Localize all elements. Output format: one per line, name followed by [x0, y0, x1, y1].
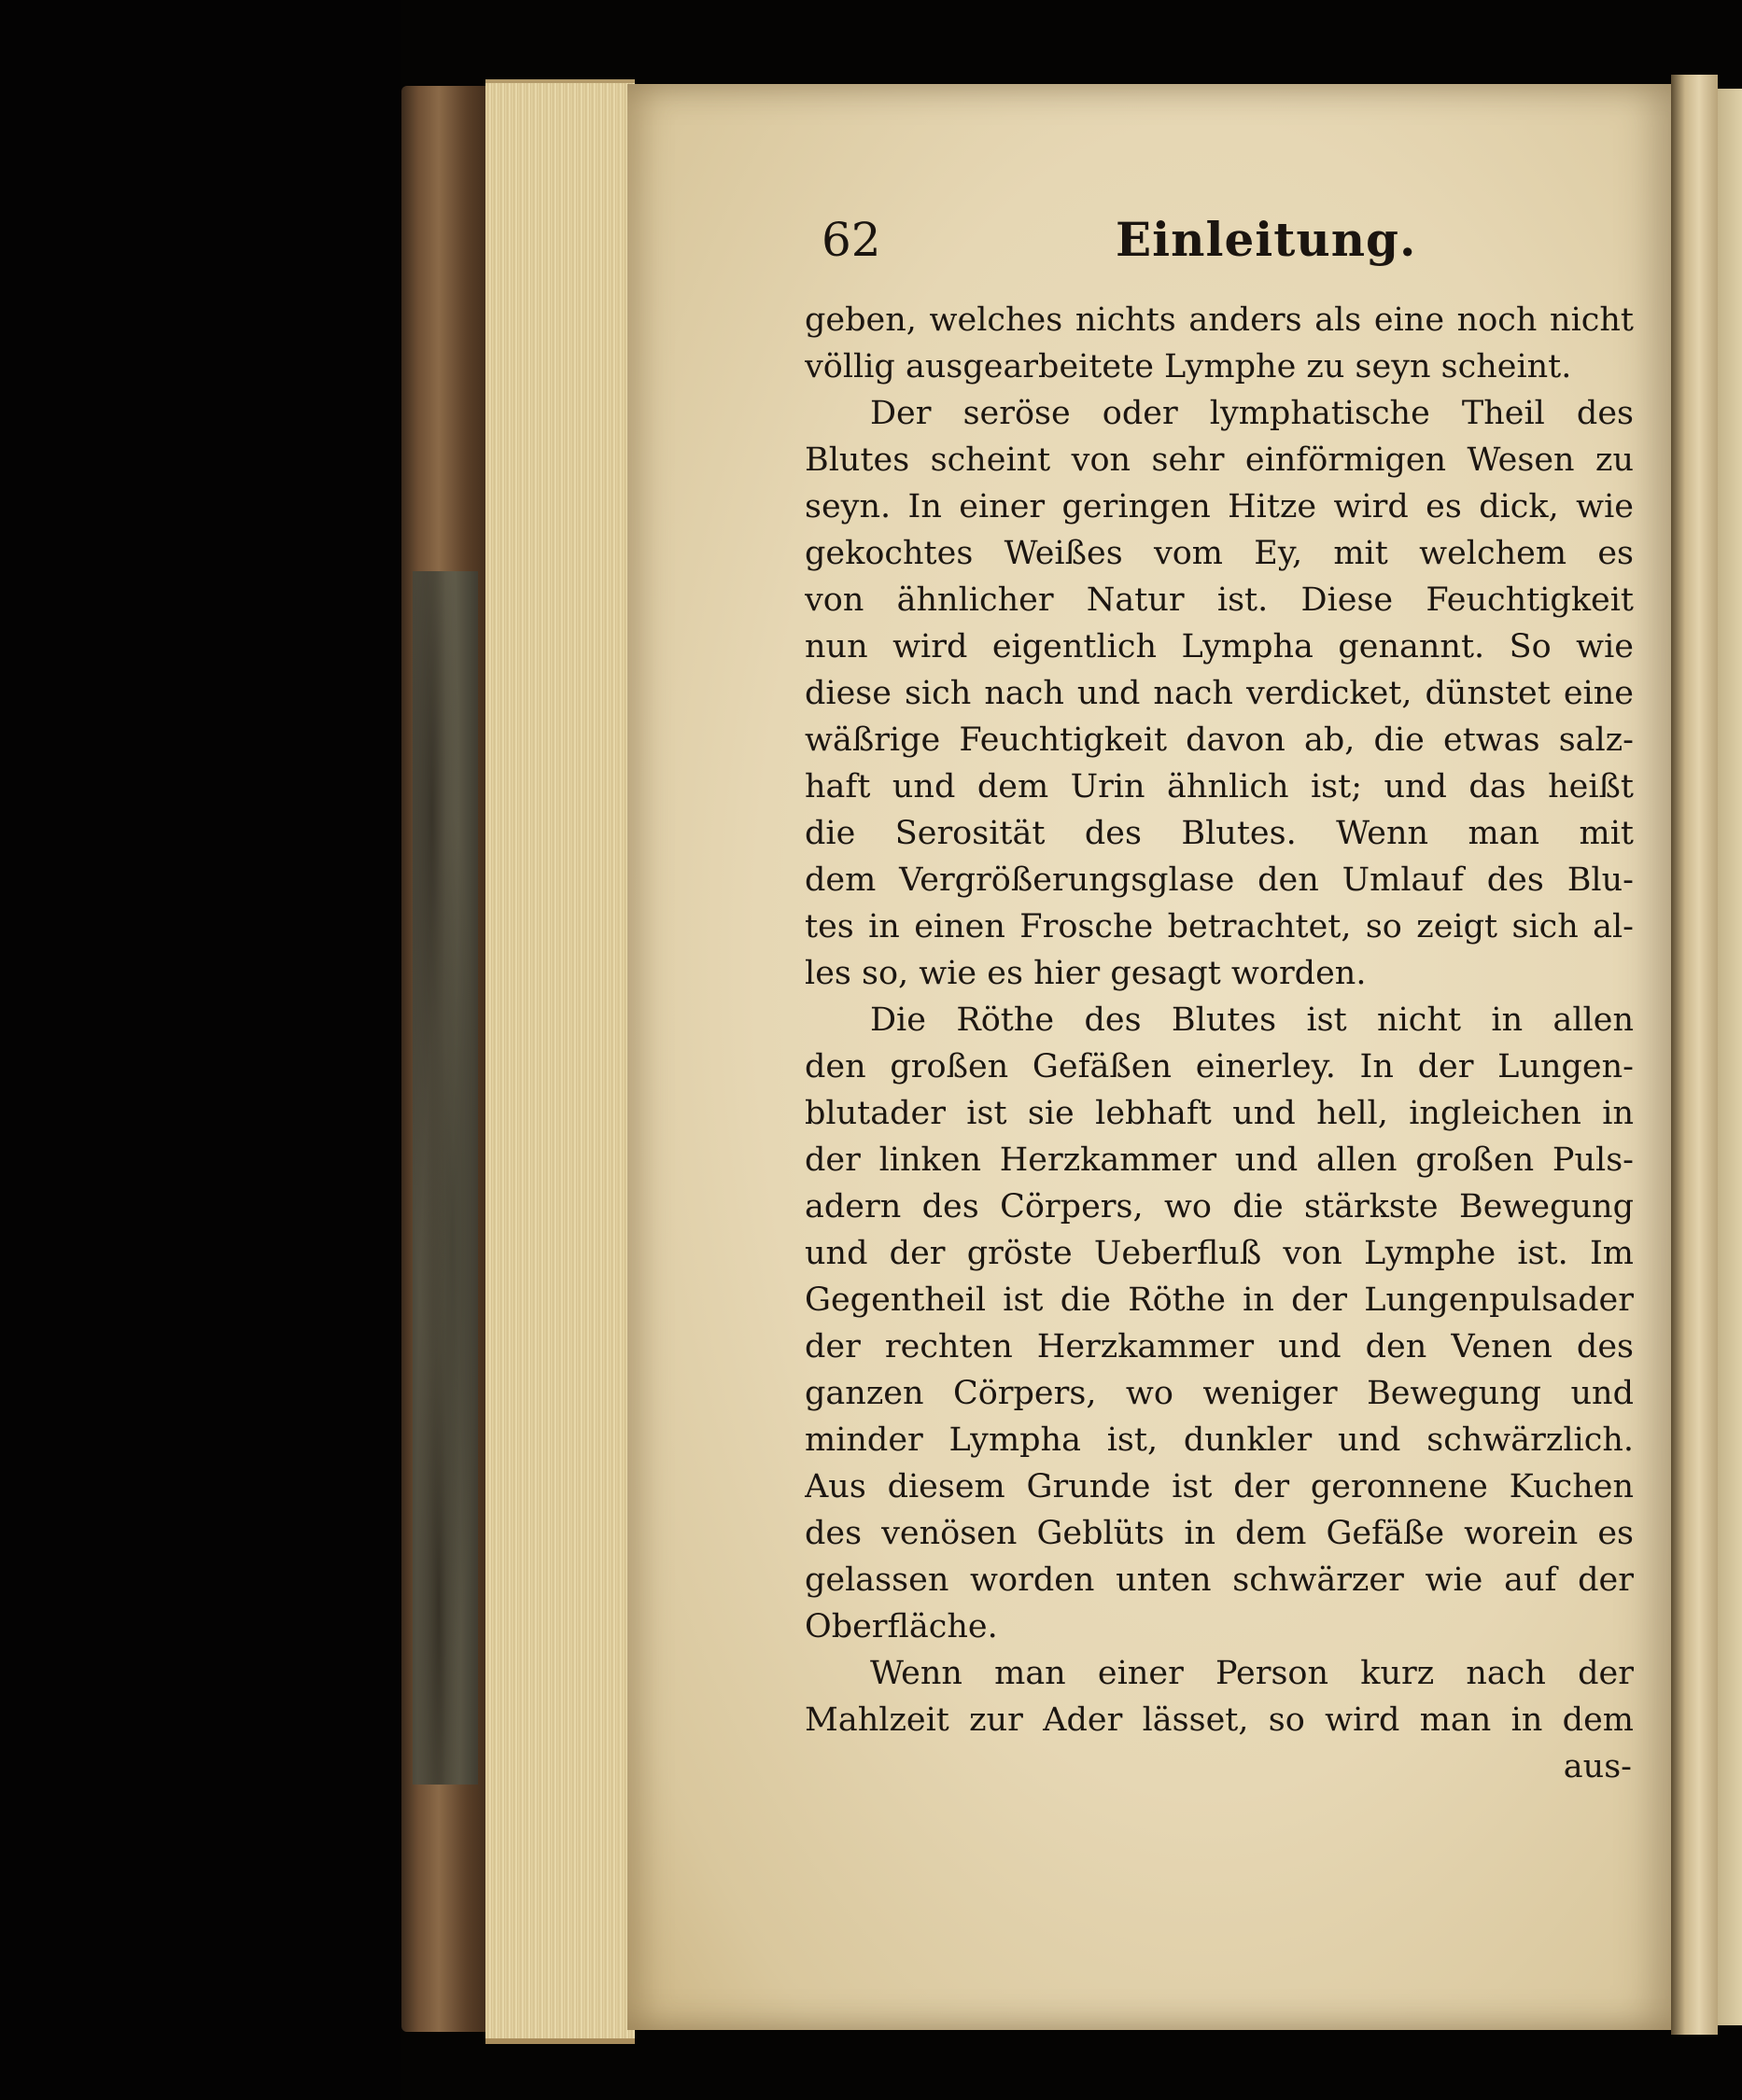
text-line: blutader ist sie lebhaft und hell, ingleichen in [805, 1095, 1634, 1132]
text-line: Oberfläche. [805, 1608, 998, 1645]
text-line: der linken Herzkammer und allen großen Puls- [805, 1141, 1634, 1179]
text-line: tes in einen Frosche betrachtet, so zeigt sich al- [805, 908, 1634, 945]
text-line: seyn. In einer geringen Hitze wird es dick, wie [805, 488, 1634, 525]
text-line: Blutes scheint von sehr einförmigen Wesen zu [805, 441, 1634, 479]
marbled-cover-pattern [413, 571, 478, 1785]
text-line: les so, wie es hier gesagt worden. [805, 955, 1367, 992]
text-line: Aus diesem Grunde ist der geronnene Kuchen [805, 1468, 1634, 1505]
text-line: völlig ausgearbeitete Lymphe zu seyn scheint. [805, 348, 1572, 385]
text-line: Der seröse oder lymphatische Theil des [870, 395, 1634, 432]
text-line: dem Vergrößerungsglase den Umlauf des Blu- [805, 861, 1634, 899]
text-line: der rechten Herzkammer und den Venen des [805, 1328, 1634, 1365]
text-line: adern des Cörpers, wo die stärkste Bewegung [805, 1188, 1634, 1225]
text-line: den großen Gefäßen einerley. In der Lungen- [805, 1048, 1634, 1085]
catchword: aus- [1563, 1748, 1632, 1785]
text-line: wäßrige Feuchtigkeit davon ab, die etwas salz- [805, 721, 1634, 759]
text-line: und der gröste Ueberfluß von Lymphe ist. Im [805, 1235, 1634, 1272]
text-line: des venösen Geblüts in dem Gefäße worein es [805, 1515, 1634, 1552]
text-line: nun wird eigentlich Lympha genannt. So wie [805, 628, 1634, 665]
body-text [805, 297, 1634, 1743]
text-line: gekochtes Weißes vom Ey, mit welchem es [805, 535, 1634, 572]
running-head: Einleitung. [1116, 212, 1417, 267]
text-line: Mahlzeit zur Ader lässet, so wird man in dem [805, 1701, 1634, 1739]
text-line: minder Lympha ist, dunkler und schwärzlich. [805, 1421, 1634, 1459]
page-edges [485, 79, 635, 2044]
text-line: geben, welches nichts anders als eine noch nicht [805, 301, 1634, 339]
text-line: von ähnlicher Natur ist. Diese Feuchtigkeit [805, 581, 1634, 619]
text-line: Die Röthe des Blutes ist nicht in allen [870, 1001, 1634, 1039]
book-gutter [1671, 75, 1718, 2035]
text-line: haft und dem Urin ähnlich ist; und das heißt [805, 768, 1634, 805]
background [0, 0, 401, 2100]
text-line: Gegentheil ist die Röthe in der Lungenpulsader [805, 1281, 1634, 1319]
text-line: Wenn man einer Person kurz nach der [870, 1655, 1634, 1692]
text-line: diese sich nach und nach verdicket, dünstet eine [805, 675, 1634, 712]
text-line: die Serosität des Blutes. Wenn man mit [805, 815, 1634, 852]
book-cover-edge [401, 86, 495, 2032]
text-line: gelassen worden unten schwärzer wie auf der [805, 1561, 1634, 1599]
text-line: ganzen Cörpers, wo weniger Bewegung und [805, 1375, 1634, 1412]
page-number: 62 [822, 213, 881, 267]
